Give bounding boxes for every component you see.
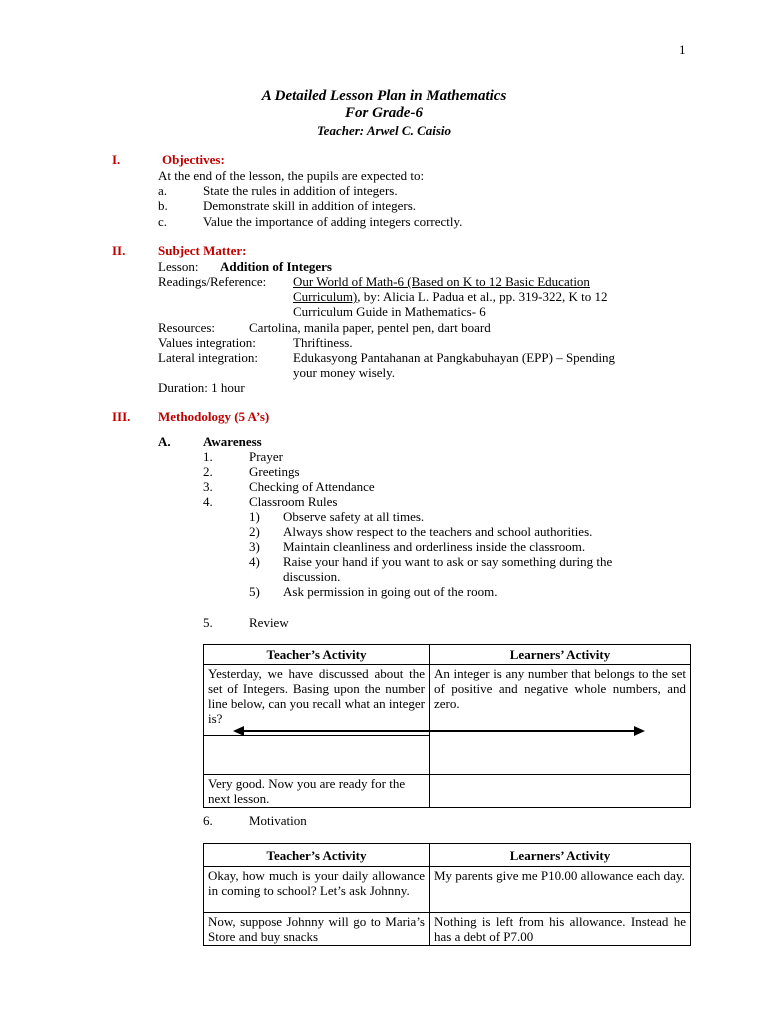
table-header-learner: Learners’ Activity <box>430 844 691 867</box>
objective-letter: c. <box>158 214 168 229</box>
arrowhead-right <box>634 726 645 736</box>
table-cell-teacher: Okay, how much is your daily allowance in coming to school? Let’s ask Johnny. <box>204 867 430 913</box>
table-cell-learner: An integer is any number that belongs to the set of positive and negative whole numbers, and zero. <box>430 665 691 775</box>
section-heading-objectives: Objectives: <box>162 152 225 167</box>
rule-text-cont: discussion. <box>283 569 341 584</box>
arrowhead-left <box>233 726 244 736</box>
motivation-label: Motivation <box>249 813 307 828</box>
readings-reference-link-cont[interactable]: Curriculum) <box>293 289 358 304</box>
objectives-intro: At the end of the lesson, the pupils are expected to: <box>158 168 425 183</box>
values-integration-value: Thriftiness. <box>293 335 353 350</box>
step-text: Classroom Rules <box>249 494 338 509</box>
step-number: 1. <box>203 449 213 464</box>
objective-text: Value the importance of adding integers correctly. <box>203 214 463 229</box>
table-header-teacher: Teacher’s Activity <box>204 844 430 867</box>
teacher-name: Teacher: Arwel C. Caisio <box>316 123 452 138</box>
table-header-learner: Learners’ Activity <box>430 645 691 665</box>
readings-reference-line2 <box>293 289 607 304</box>
subsection-heading-awareness: Awareness <box>203 434 262 449</box>
lateral-integration-value: Edukasyong Pantahanan at Pangkabuhayan (EPP) – Spending <box>293 350 616 365</box>
step-number: 5. <box>203 615 213 630</box>
resources-label: Resources: <box>158 320 216 335</box>
rule-text: Maintain cleanliness and orderliness inside the classroom. <box>283 539 586 554</box>
rule-number: 1) <box>249 509 260 524</box>
step-text: Greetings <box>249 464 300 479</box>
section-number-subject: II. <box>112 243 126 258</box>
values-integration-label: Values integration: <box>158 335 256 350</box>
table-cell-learner: My parents give me P10.00 allowance each day. <box>430 867 691 913</box>
step-number: 3. <box>203 479 213 494</box>
objective-letter: b. <box>158 198 168 213</box>
rule-number: 3) <box>249 539 260 554</box>
readings-reference-rest: , by: Alicia L. Padua et al., pp. 319-322, K to 12 <box>357 289 608 304</box>
duration: Duration: 1 hour <box>158 380 245 395</box>
rule-number: 4) <box>249 554 260 569</box>
table-header-teacher: Teacher’s Activity <box>204 645 430 665</box>
grade-subtitle: For Grade-6 <box>345 105 423 121</box>
rule-text: Observe safety at all times. <box>283 509 425 524</box>
rule-text: Ask permission in going out of the room. <box>283 584 498 599</box>
lesson-label: Lesson: <box>158 259 199 274</box>
lesson-value: Addition of Integers <box>220 259 332 274</box>
objective-text: State the rules in addition of integers. <box>203 183 398 198</box>
objective-text: Demonstrate skill in addition of integers. <box>203 198 417 213</box>
lateral-integration-label: Lateral integration: <box>158 350 258 365</box>
rule-text: Raise your hand if you want to ask or say something during the <box>283 554 613 569</box>
step-text: Checking of Attendance <box>249 479 375 494</box>
section-number-methodology: III. <box>112 409 131 424</box>
table-cell-learner <box>430 775 691 808</box>
rule-number: 2) <box>249 524 260 539</box>
step-text: Prayer <box>249 449 283 464</box>
rule-number: 5) <box>249 584 260 599</box>
number-line-arrow <box>233 723 645 739</box>
step-number: 6. <box>203 813 213 828</box>
lateral-integration-value-cont: your money wisely. <box>293 365 396 380</box>
subsection-letter-a: A. <box>158 434 171 449</box>
readings-reference-line3: Curriculum Guide in Mathematics- 6 <box>293 304 486 319</box>
section-number-objectives: I. <box>112 152 121 167</box>
step-number: 2. <box>203 464 213 479</box>
table-cell-learner: Nothing is left from his allowance. Instead he has a debt of P7.00 <box>430 913 691 946</box>
readings-reference-link[interactable]: Our World of Math-6 (Based on K to 12 Basic Education <box>293 274 590 289</box>
step-number: 4. <box>203 494 213 509</box>
section-heading-subject: Subject Matter: <box>158 243 247 258</box>
page-number: 1 <box>679 42 686 57</box>
section-heading-methodology: Methodology (5 A’s) <box>158 409 270 424</box>
table-cell-teacher: Now, suppose Johnny will go to Maria’s Store and buy snacks <box>204 913 430 946</box>
number-line-cell <box>204 735 430 774</box>
table-cell-teacher: Yesterday, we have discussed about the set of Integers. Basing upon the number line below, can you recall what an integer is? <box>204 665 430 736</box>
document-title: A Detailed Lesson Plan in Mathematics <box>261 88 507 104</box>
table-cell-teacher: Very good. Now you are ready for the next lesson. <box>204 775 430 808</box>
motivation-activity-table <box>203 843 691 946</box>
objective-letter: a. <box>158 183 168 198</box>
review-label: Review <box>249 615 289 630</box>
readings-label: Readings/Reference: <box>158 274 267 289</box>
resources-value: Cartolina, manila paper, pentel pen, dart board <box>249 320 491 335</box>
rule-text: Always show respect to the teachers and school authorities. <box>283 524 593 539</box>
